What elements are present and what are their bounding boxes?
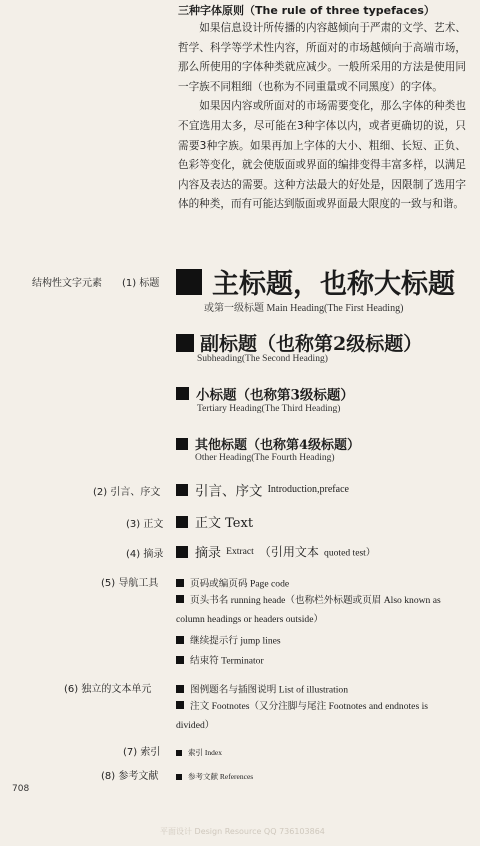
- quote-item-english: Introduction,preface: [267, 484, 349, 495]
- bullet-square-icon: [176, 750, 182, 756]
- body-item: [176, 511, 253, 531]
- extract-note-chinese: （引用文本: [258, 545, 319, 559]
- heading-level-3-subtitle: Tertiary Heading(The Third Heading): [197, 404, 341, 414]
- faint-footer-watermark: 平面设计 Design Resource QQ 736103864: [160, 827, 325, 836]
- bullet-square-icon: [176, 484, 188, 496]
- bullet-square-icon: [176, 546, 188, 558]
- refs-item-text: 参考文献 References: [188, 772, 254, 781]
- label-body-category: (3) 正文: [126, 519, 164, 530]
- label-title-category: (1) 标题: [122, 278, 160, 289]
- label-refs-category: (8) 参考文献: [101, 771, 159, 782]
- standalone-item-footnotes: [176, 696, 461, 734]
- extract-item: [176, 541, 375, 561]
- nav-item-terminator-text: 结束符 Terminator: [190, 655, 264, 667]
- intro-section: [178, 3, 466, 215]
- nav-item-terminator: [176, 649, 264, 668]
- bullet-square-icon: [176, 685, 184, 693]
- label-nav-category: (5) 导航工具: [101, 578, 159, 589]
- quote-item: [176, 479, 349, 500]
- section-title: 三种字体原则（The rule of three typefaces）: [178, 4, 435, 17]
- nav-item-running-head-text: 页头书名 running heade（也称栏外标题或页眉 Also known as column headings or headers outside）: [176, 595, 441, 625]
- quote-item-chinese: 引言、序文: [195, 483, 263, 500]
- bullet-square-icon: [176, 269, 202, 295]
- standalone-item-illustration-text: 图例题名与插图说明 List of illustration: [190, 684, 349, 696]
- intro-paragraph-2: 如果因内容或所面对的市场需要变化，那么字体的种类也不宜选用太多，尽可能在3种字体以内，或者更确切的说，只需要3种字族。如果再加上字体的大小、粗细、长短、正负、色彩等变化，就会使版面或界面的编排变得丰富多样，以满足内容及表达的需要。这种方法最大的好处是，因限制了选用字体的种类，而有可能达到版面或界面最大限度的一致与和谐。: [178, 100, 466, 211]
- label-extract-category: (4) 摘录: [126, 549, 164, 560]
- heading-level-4-text: 其他标题（也称第4级标题）: [195, 438, 361, 453]
- index-item-text: 索引 Index: [188, 748, 222, 757]
- intro-paragraph-1: 如果信息设计所传播的内容越倾向于严肃的文学、艺术、哲学、科学等学术性内容，所面对的市场越倾向于高端市场，那么所使用的字体种类就应减少。一般所采用的方法是使用同一字族不同粗细（也称为不同重量或不同黑度）的字体。: [178, 22, 466, 93]
- bullet-square-icon: [176, 334, 194, 352]
- label-quote-category: (2) 引言、序文: [93, 487, 161, 498]
- bullet-square-icon: [176, 774, 182, 780]
- nav-item-page-code: [176, 572, 289, 591]
- heading-level-3-text: 小标题（也称第3级标题）: [196, 387, 354, 404]
- bullet-square-icon: [176, 579, 184, 587]
- bullet-square-icon: [176, 595, 184, 603]
- extract-item-english: Extract: [226, 546, 254, 557]
- index-item: [176, 742, 222, 761]
- standalone-item-footnotes-text: 注文 Footnotes（又分注脚与尾注 Footnotes and endnotes is divided）: [176, 701, 428, 731]
- heading-level-3: [176, 383, 354, 404]
- bullet-square-icon: [176, 656, 184, 664]
- nav-item-jump-lines-text: 继续提示行 jump lines: [190, 635, 281, 647]
- bullet-square-icon: [176, 516, 188, 528]
- label-structural: 结构性文字元素: [32, 278, 102, 289]
- extract-note-english: quoted test）: [324, 547, 376, 559]
- nav-item-jump-lines: [176, 629, 281, 648]
- bullet-square-icon: [176, 701, 184, 709]
- extract-item-chinese: 摘录: [195, 546, 222, 561]
- body-item-text: 正文 Text: [195, 516, 254, 531]
- heading-level-2-subtitle: Subheading(The Second Heading): [197, 354, 328, 364]
- bullet-square-icon: [176, 636, 184, 644]
- heading-level-1: [176, 262, 455, 301]
- bullet-square-icon: [176, 438, 188, 450]
- heading-level-2: [176, 329, 422, 356]
- page-number: 708: [12, 784, 30, 794]
- standalone-item-illustration: [176, 678, 348, 697]
- label-standalone-category: (6) 独立的文本单元: [64, 684, 152, 695]
- refs-item: [176, 766, 253, 785]
- nav-item-page-code-text: 页码或编页码 Page code: [190, 578, 290, 590]
- heading-level-4: [176, 433, 360, 453]
- nav-item-running-head: [176, 590, 461, 628]
- bullet-square-icon: [176, 387, 189, 400]
- heading-level-1-subtitle: 或第一级标题 Main Heading(The First Heading): [204, 303, 404, 314]
- heading-level-1-text: 主标题，也称大标题: [212, 269, 455, 300]
- label-index-category: (7) 索引: [123, 747, 161, 758]
- heading-level-2-text: 副标题（也称第2级标题）: [200, 333, 423, 355]
- heading-level-4-subtitle: Other Heading(The Fourth Heading): [195, 453, 335, 463]
